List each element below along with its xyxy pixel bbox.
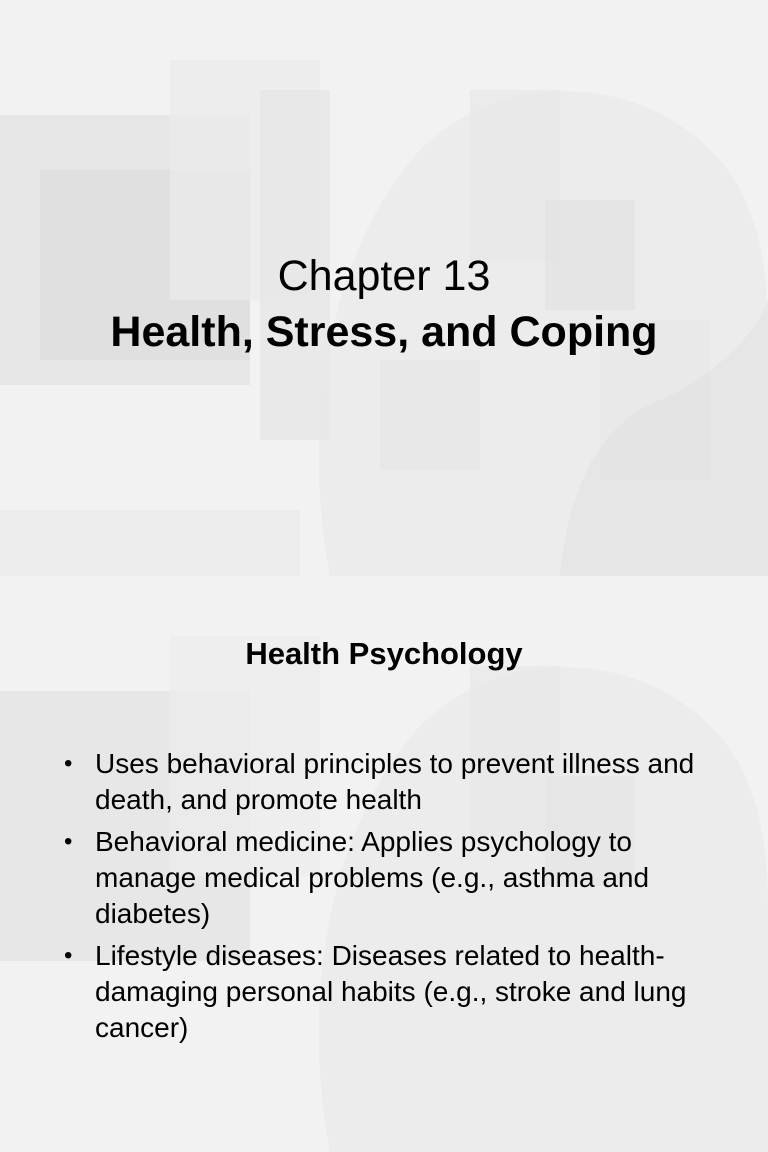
- bullet-text: Lifestyle diseases: Diseases related to health-damaging personal habits (e.g., stroke and lung cancer): [95, 940, 687, 1043]
- bullet-text: Uses behavioral principles to prevent illness and death, and promote health: [95, 748, 695, 815]
- bullet-item: [64, 824, 714, 932]
- bullet-icon: •: [64, 828, 73, 855]
- bullet-list: [64, 746, 714, 1052]
- chapter-title: Health, Stress, and Coping: [110, 308, 658, 356]
- bullet-icon: •: [64, 750, 73, 777]
- content-slide: [0, 576, 768, 1043]
- bullet-item: [64, 746, 714, 818]
- bullet-item: [64, 938, 714, 1046]
- chapter-number: Chapter 13: [277, 252, 491, 300]
- slide-title: Health Psychology: [245, 636, 523, 671]
- bullet-text: Behavioral medicine: Applies psychology to manage medical problems (e.g., asthma and diabetes): [95, 826, 650, 929]
- title-block: [0, 248, 768, 360]
- bullet-icon: •: [64, 942, 73, 969]
